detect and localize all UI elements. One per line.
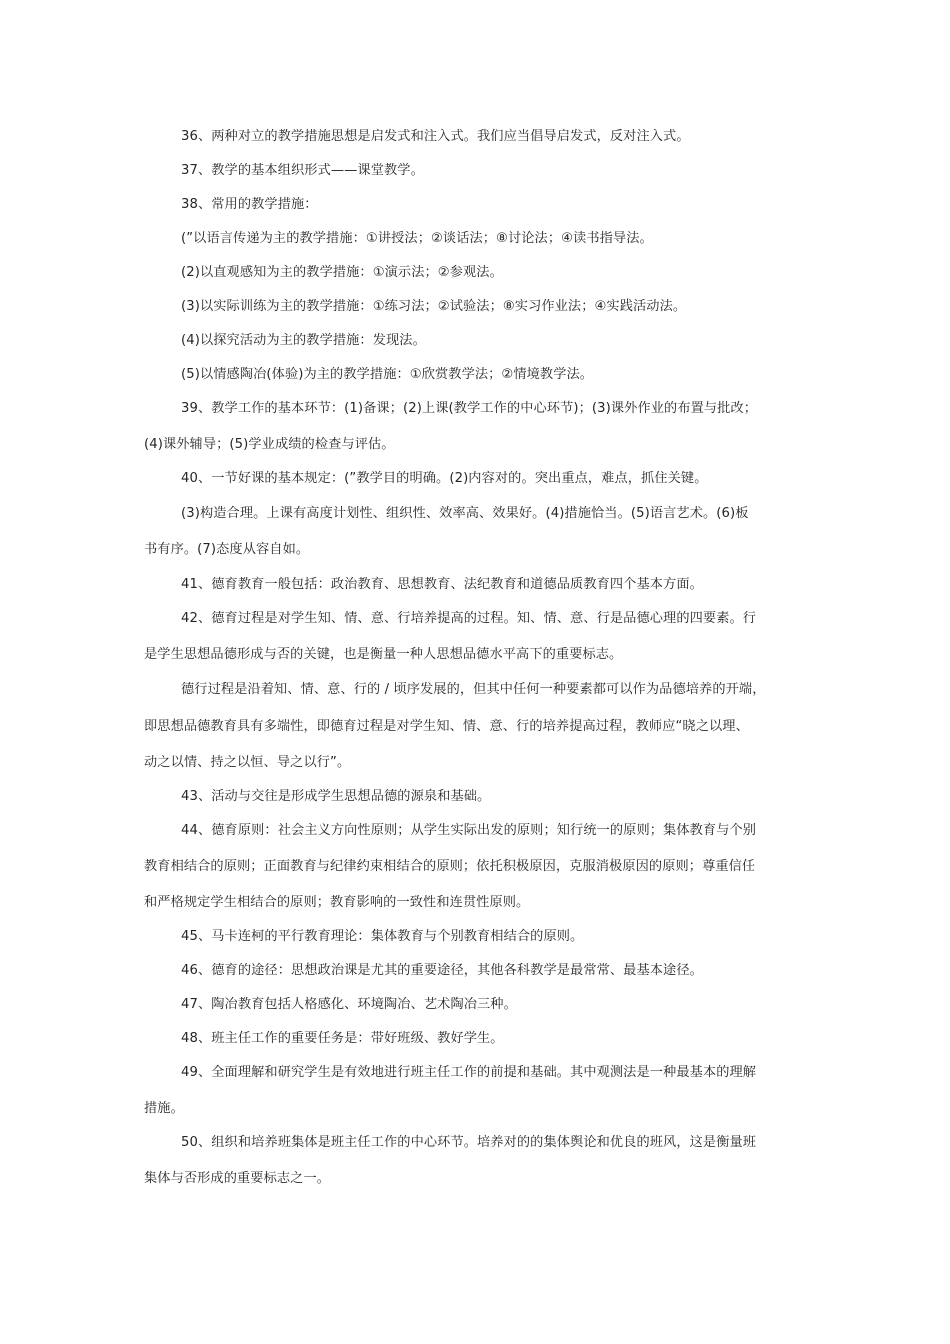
text-line: 集体与否形成的重要标志之一。 bbox=[144, 1171, 331, 1186]
text-line: 38、常用的教学措施： bbox=[181, 197, 318, 212]
text-line: (4)课外辅导；(5)学业成绩的检查与评估。 bbox=[144, 437, 395, 452]
text-line: 50、组织和培养班集体是班主任工作的中心环节。培养对的的集体舆论和优良的班风，这是衡量班 bbox=[181, 1135, 757, 1150]
text-line: 德行过程是沿着知、情、意、行的 / 顷序发展的，但其中任何一种要素都可以作为品德培养的开端， bbox=[181, 682, 766, 697]
text-line: 是学生思想品德形成与否的关键，也是衡量一种人思想品德水平高下的重要标志。 bbox=[144, 647, 623, 662]
text-line: 42、德育过程是对学生知、情、意、行培养提高的过程。知、情、意、行是品德心理的四要素。行 bbox=[181, 611, 757, 626]
text-line: 45、马卡连柯的平行教育理论：集体教育与个别教育相结合的原则。 bbox=[181, 929, 584, 944]
text-line: 41、德育教育一般包括：政治教育、思想教育、法纪教育和道德品质教育四个基本方面。 bbox=[181, 577, 703, 592]
text-line: 49、全面理解和研究学生是有效地进行班主任工作的前提和基础。其中观测法是一种最基本的理解 bbox=[181, 1065, 757, 1080]
text-line: 书有序。(7)态度从容自如。 bbox=[144, 542, 310, 557]
text-line: (2)以直观感知为主的教学措施：①演示法；②参观法。 bbox=[181, 265, 503, 280]
text-line: 措施。 bbox=[144, 1101, 184, 1116]
text-line: 教育相结合的原则；正面教育与纪律约束相结合的原则；依托积极原因，克服消极原因的原则；尊重信任 bbox=[144, 859, 756, 874]
text-line: 39、教学工作的基本环节：(1)备课；(2)上课(教学工作的中心环节)；(3)课外作业的布置与批改； bbox=[181, 401, 758, 416]
text-line: 37、教学的基本组织形式——课堂教学。 bbox=[181, 163, 424, 178]
text-line: 即思想品德教育具有多端性，即德育过程是对学生知、情、意、行的培养提高过程，教师应“晓之以理、 bbox=[144, 719, 749, 734]
text-line: (”以语言传递为主的教学措施：①讲授法；②谈话法；⑧讨论法；④读书指导法。 bbox=[181, 231, 653, 246]
text-line: 44、德育原则：社会主义方向性原则；从学生实际出发的原则；知行统一的原则；集体教育与个别 bbox=[181, 823, 757, 838]
text-line: (4)以探究活动为主的教学措施：发现法。 bbox=[181, 333, 426, 348]
text-line: 36、两种对立的教学措施思想是启发式和注入式。我们应当倡导启发式，反对注入式。 bbox=[181, 129, 690, 144]
text-line: (5)以情感陶冶(体验)为主的教学措施：①欣赏教学法；②情境教学法。 bbox=[181, 367, 594, 382]
text-line: 47、陶冶教育包括人格感化、环境陶冶、艺术陶冶三种。 bbox=[181, 997, 517, 1012]
text-line: 和严格规定学生相结合的原则；教育影响的一致性和连贯性原则。 bbox=[144, 895, 530, 910]
text-line: (3)构造合理。上课有高度计划性、组织性、效率高、效果好。(4)措施恰当。(5)语言艺术。(6)板 bbox=[181, 506, 749, 521]
text-line: 43、活动与交往是形成学生思想品德的源泉和基础。 bbox=[181, 789, 491, 804]
text-line: 动之以情、持之以恒、导之以行”。 bbox=[144, 755, 351, 770]
text-line: 46、德育的途径：思想政治课是尤其的重要途径，其他各科教学是最常常、最基本途径。 bbox=[181, 963, 703, 978]
text-line: 48、班主任工作的重要任务是：带好班级、教好学生。 bbox=[181, 1031, 504, 1046]
text-line: 40、一节好课的基本规定：(”教学目的明确。(2)内容对的。突出重点，难点，抓住关键。 bbox=[181, 471, 708, 486]
text-line: (3)以实际训练为主的教学措施：①练习法；②试验法；⑧实习作业法；④实践活动法。 bbox=[181, 299, 687, 314]
